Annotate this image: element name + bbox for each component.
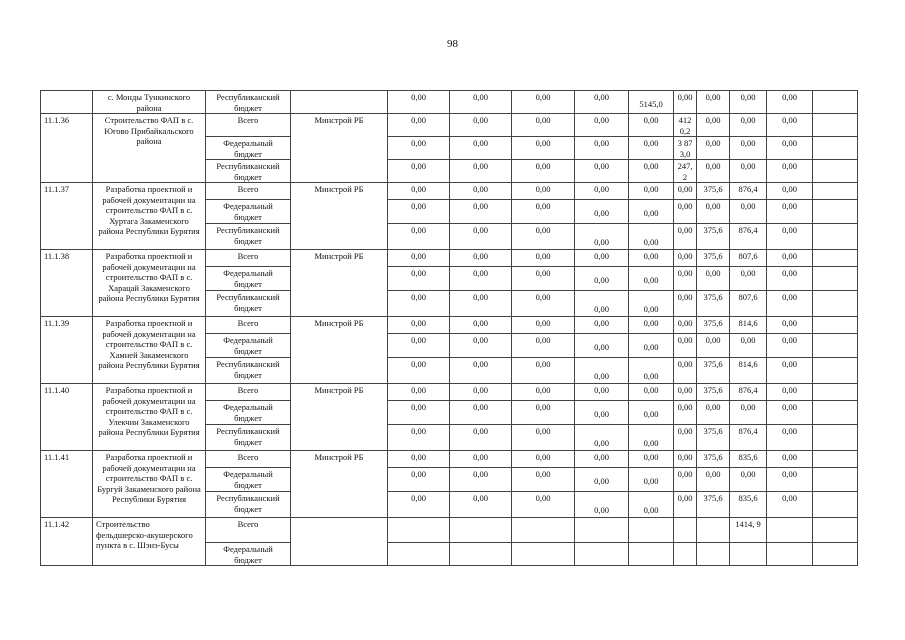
value-cell: 0,00 — [388, 224, 450, 250]
value-cell: 0,00 — [450, 317, 512, 334]
value-cell: 0,00 — [697, 200, 730, 224]
funding-source: Федеральный бюджет — [206, 401, 291, 425]
value-cell: 0,00 — [575, 224, 629, 250]
value-cell: 0,00 — [512, 137, 575, 160]
value-cell: 0,00 — [674, 267, 697, 291]
funding-source: Республиканский бюджет — [206, 291, 291, 317]
funding-source: Всего — [206, 250, 291, 267]
value-cell: 0,00 — [730, 334, 767, 358]
value-cell: 0,00 — [450, 160, 512, 183]
value-cell: 0,00 — [388, 334, 450, 358]
funding-source: Федеральный бюджет — [206, 137, 291, 160]
value-cell: 0,00 — [767, 468, 813, 492]
value-cell — [450, 543, 512, 566]
budget-table — [40, 90, 858, 566]
value-cell: 0,00 — [388, 114, 450, 137]
value-cell: 0,00 — [697, 114, 730, 137]
value-cell: 0,00 — [575, 137, 629, 160]
value-cell: 0,00 — [697, 334, 730, 358]
value-cell: 0,00 — [512, 401, 575, 425]
value-cell: 0,00 — [629, 267, 674, 291]
row-name: Разработка проектной и рабочей документации на строительство ФАП в с. Бургуй Закаменского района Республики Бурятия — [93, 451, 206, 518]
value-cell — [767, 518, 813, 543]
value-cell: 0,00 — [767, 384, 813, 401]
empty-cell — [813, 250, 858, 267]
value-cell: 0,00 — [575, 401, 629, 425]
table-row — [41, 518, 858, 543]
value-cell: 0,00 — [388, 468, 450, 492]
value-cell: 876,4 — [730, 384, 767, 401]
value-cell: 0,00 — [629, 291, 674, 317]
value-cell: 0,00 — [450, 401, 512, 425]
value-cell: 0,00 — [697, 160, 730, 183]
value-cell: 0,00 — [575, 468, 629, 492]
value-cell: 375,6 — [697, 384, 730, 401]
empty-cell — [813, 183, 858, 200]
value-cell: 876,4 — [730, 183, 767, 200]
value-cell: 0,00 — [450, 384, 512, 401]
row-name: Строительство фельдшерско-акушерского пункта в с. Шэнэ-Бусы — [93, 518, 206, 566]
value-cell: 0,00 — [629, 137, 674, 160]
value-cell: 0,00 — [575, 200, 629, 224]
funding-source: Федеральный бюджет — [206, 334, 291, 358]
value-cell: 0,00 — [575, 160, 629, 183]
value-cell: 0,00 — [388, 91, 450, 114]
value-cell — [629, 518, 674, 543]
value-cell: 0,00 — [575, 291, 629, 317]
page-number: 98 — [447, 38, 458, 50]
empty-cell — [813, 91, 858, 114]
value-cell: 0,00 — [629, 160, 674, 183]
value-cell: 0,00 — [629, 468, 674, 492]
value-cell: 0,00 — [629, 425, 674, 451]
value-cell: 0,00 — [450, 267, 512, 291]
funding-source: Федеральный бюджет — [206, 468, 291, 492]
empty-cell — [813, 384, 858, 401]
row-code: 11.1.41 — [41, 451, 93, 518]
funding-source: Всего — [206, 317, 291, 334]
value-cell: 0,00 — [450, 358, 512, 384]
table-row — [41, 317, 858, 334]
row-code: 11.1.39 — [41, 317, 93, 384]
funding-source: Федеральный бюджет — [206, 200, 291, 224]
value-cell: 0,00 — [388, 317, 450, 334]
value-cell: 0,00 — [629, 200, 674, 224]
value-cell: 0,00 — [388, 358, 450, 384]
value-cell: 375,6 — [697, 451, 730, 468]
value-cell: 3 87 3,0 — [674, 137, 697, 160]
value-cell: 0,00 — [388, 401, 450, 425]
value-cell: 0,00 — [767, 317, 813, 334]
row-name: Разработка проектной и рабочей документации на строительство ФАП в с. Улекчин Закаменского района Республики Бурятия — [93, 384, 206, 451]
executor: Минстрой РБ — [291, 384, 388, 451]
value-cell: 0,00 — [767, 200, 813, 224]
value-cell: 0,00 — [388, 160, 450, 183]
value-cell: 0,00 — [767, 91, 813, 114]
value-cell: 0,00 — [730, 160, 767, 183]
value-cell: 876,4 — [730, 425, 767, 451]
value-cell: 0,00 — [388, 291, 450, 317]
value-cell: 0,00 — [388, 492, 450, 518]
table-body — [41, 91, 858, 566]
value-cell: 0,00 — [512, 224, 575, 250]
value-cell: 0,00 — [512, 291, 575, 317]
value-cell: 5145,0 — [629, 91, 674, 114]
value-cell: 0,00 — [388, 451, 450, 468]
value-cell: 807,6 — [730, 250, 767, 267]
value-cell: 412 0,2 — [674, 114, 697, 137]
row-name: Разработка проектной и рабочей документации на строительство ФАП в с. Хамней Закаменского района Республики Бурятия — [93, 317, 206, 384]
value-cell: 835,6 — [730, 451, 767, 468]
value-cell: 0,00 — [767, 425, 813, 451]
value-cell: 0,00 — [674, 200, 697, 224]
executor: Минстрой РБ — [291, 451, 388, 518]
value-cell: 0,00 — [767, 114, 813, 137]
value-cell: 0,00 — [450, 291, 512, 317]
empty-cell — [813, 291, 858, 317]
executor — [291, 518, 388, 566]
value-cell: 0,00 — [450, 468, 512, 492]
empty-cell — [813, 358, 858, 384]
value-cell — [697, 518, 730, 543]
value-cell: 0,00 — [512, 384, 575, 401]
value-cell: 0,00 — [629, 358, 674, 384]
value-cell: 0,00 — [767, 401, 813, 425]
row-name: Разработка проектной и рабочей документации на строительство ФАП в с. Хуртага Закаменского района Республики Бурятия — [93, 183, 206, 250]
executor: Минстрой РБ — [291, 250, 388, 317]
table-row — [41, 451, 858, 468]
value-cell: 0,00 — [512, 334, 575, 358]
value-cell: 0,00 — [512, 468, 575, 492]
value-cell: 0,00 — [767, 160, 813, 183]
row-name: с. Монды Тункинского района — [93, 91, 206, 114]
value-cell: 876,4 — [730, 224, 767, 250]
value-cell: 0,00 — [767, 250, 813, 267]
funding-source: Республиканский бюджет — [206, 91, 291, 114]
empty-cell — [813, 224, 858, 250]
value-cell: 0,00 — [674, 401, 697, 425]
row-code — [41, 91, 93, 114]
funding-source: Федеральный бюджет — [206, 543, 291, 566]
value-cell — [512, 543, 575, 566]
value-cell: 0,00 — [450, 224, 512, 250]
value-cell: 0,00 — [575, 492, 629, 518]
value-cell: 0,00 — [629, 317, 674, 334]
value-cell: 0,00 — [629, 183, 674, 200]
value-cell: 375,6 — [697, 358, 730, 384]
value-cell: 0,00 — [512, 160, 575, 183]
row-code: 11.1.38 — [41, 250, 93, 317]
funding-source: Всего — [206, 183, 291, 200]
table-row — [41, 91, 858, 114]
value-cell: 0,00 — [674, 291, 697, 317]
value-cell — [388, 543, 450, 566]
value-cell: 0,00 — [629, 114, 674, 137]
value-cell: 0,00 — [575, 451, 629, 468]
funding-source: Всего — [206, 114, 291, 137]
value-cell: 0,00 — [697, 267, 730, 291]
value-cell: 0,00 — [629, 250, 674, 267]
value-cell: 0,00 — [697, 137, 730, 160]
empty-cell — [813, 317, 858, 334]
value-cell: 0,00 — [512, 114, 575, 137]
value-cell — [697, 543, 730, 566]
funding-source: Республиканский бюджет — [206, 224, 291, 250]
value-cell: 0,00 — [629, 401, 674, 425]
value-cell: 0,00 — [388, 183, 450, 200]
value-cell: 0,00 — [450, 114, 512, 137]
value-cell: 0,00 — [730, 267, 767, 291]
value-cell: 0,00 — [674, 358, 697, 384]
value-cell: 0,00 — [388, 200, 450, 224]
row-name: Разработка проектной и рабочей документации на строительство ФАП в с. Харацай Закаменского района Республики Бурятия — [93, 250, 206, 317]
value-cell: 0,00 — [450, 492, 512, 518]
value-cell: 375,6 — [697, 250, 730, 267]
value-cell: 0,00 — [512, 250, 575, 267]
empty-cell — [813, 267, 858, 291]
value-cell: 0,00 — [730, 200, 767, 224]
executor — [291, 91, 388, 114]
value-cell: 0,00 — [674, 492, 697, 518]
value-cell: 0,00 — [575, 384, 629, 401]
value-cell: 0,00 — [629, 492, 674, 518]
value-cell: 0,00 — [450, 137, 512, 160]
value-cell: 0,00 — [629, 451, 674, 468]
value-cell: 0,00 — [512, 492, 575, 518]
value-cell: 0,00 — [512, 317, 575, 334]
value-cell — [388, 518, 450, 543]
value-cell — [674, 543, 697, 566]
value-cell: 0,00 — [512, 358, 575, 384]
table-row — [41, 114, 858, 137]
value-cell: 0,00 — [388, 384, 450, 401]
value-cell — [767, 543, 813, 566]
value-cell: 0,00 — [450, 200, 512, 224]
empty-cell — [813, 468, 858, 492]
value-cell: 0,00 — [767, 224, 813, 250]
empty-cell — [813, 334, 858, 358]
value-cell: 0,00 — [512, 451, 575, 468]
executor: Минстрой РБ — [291, 183, 388, 250]
value-cell — [674, 518, 697, 543]
value-cell: 375,6 — [697, 317, 730, 334]
value-cell: 0,00 — [697, 91, 730, 114]
value-cell — [450, 518, 512, 543]
value-cell: 0,00 — [388, 267, 450, 291]
value-cell: 0,00 — [674, 468, 697, 492]
value-cell: 0,00 — [450, 451, 512, 468]
value-cell: 375,6 — [697, 291, 730, 317]
value-cell: 0,00 — [697, 401, 730, 425]
value-cell: 0,00 — [575, 425, 629, 451]
value-cell: 0,00 — [512, 267, 575, 291]
value-cell — [575, 518, 629, 543]
value-cell: 0,00 — [512, 425, 575, 451]
funding-source: Всего — [206, 451, 291, 468]
value-cell: 0,00 — [388, 137, 450, 160]
funding-source: Федеральный бюджет — [206, 267, 291, 291]
table-row — [41, 384, 858, 401]
value-cell: 0,00 — [730, 91, 767, 114]
value-cell: 0,00 — [674, 91, 697, 114]
empty-cell — [813, 137, 858, 160]
row-code: 11.1.36 — [41, 114, 93, 183]
value-cell: 814,6 — [730, 358, 767, 384]
executor: Минстрой РБ — [291, 114, 388, 183]
funding-source: Всего — [206, 384, 291, 401]
value-cell: 0,00 — [674, 334, 697, 358]
empty-cell — [813, 451, 858, 468]
value-cell: 0,00 — [767, 492, 813, 518]
table-row — [41, 183, 858, 200]
value-cell: 1414, 9 — [730, 518, 767, 543]
value-cell: 0,00 — [767, 358, 813, 384]
value-cell: 0,00 — [767, 183, 813, 200]
value-cell: 0,00 — [730, 401, 767, 425]
value-cell — [730, 543, 767, 566]
table-row — [41, 250, 858, 267]
value-cell: 0,00 — [388, 425, 450, 451]
value-cell: 0,00 — [629, 224, 674, 250]
empty-cell — [813, 518, 858, 543]
value-cell: 0,00 — [512, 91, 575, 114]
value-cell: 0,00 — [674, 384, 697, 401]
value-cell: 0,00 — [629, 334, 674, 358]
funding-source: Республиканский бюджет — [206, 358, 291, 384]
value-cell: 0,00 — [674, 250, 697, 267]
value-cell: 0,00 — [575, 267, 629, 291]
value-cell: 0,00 — [767, 334, 813, 358]
value-cell: 0,00 — [674, 224, 697, 250]
funding-source: Республиканский бюджет — [206, 160, 291, 183]
value-cell: 375,6 — [697, 492, 730, 518]
value-cell: 0,00 — [450, 250, 512, 267]
empty-cell — [813, 492, 858, 518]
value-cell: 0,00 — [767, 451, 813, 468]
empty-cell — [813, 114, 858, 137]
funding-source: Всего — [206, 518, 291, 543]
value-cell: 0,00 — [512, 183, 575, 200]
value-cell: 0,00 — [388, 250, 450, 267]
empty-cell — [813, 401, 858, 425]
funding-source: Республиканский бюджет — [206, 492, 291, 518]
value-cell: 0,00 — [767, 291, 813, 317]
value-cell: 0,00 — [512, 200, 575, 224]
empty-cell — [813, 425, 858, 451]
value-cell: 0,00 — [674, 317, 697, 334]
value-cell: 0,00 — [674, 183, 697, 200]
value-cell: 375,6 — [697, 183, 730, 200]
row-code: 11.1.37 — [41, 183, 93, 250]
value-cell: 807,6 — [730, 291, 767, 317]
value-cell: 0,00 — [730, 468, 767, 492]
empty-cell — [813, 200, 858, 224]
value-cell: 375,6 — [697, 224, 730, 250]
value-cell: 0,00 — [730, 114, 767, 137]
value-cell — [575, 543, 629, 566]
value-cell: 0,00 — [575, 250, 629, 267]
funding-source: Республиканский бюджет — [206, 425, 291, 451]
value-cell: 0,00 — [575, 183, 629, 200]
executor: Минстрой РБ — [291, 317, 388, 384]
row-code: 11.1.40 — [41, 384, 93, 451]
value-cell: 0,00 — [450, 425, 512, 451]
value-cell: 0,00 — [674, 425, 697, 451]
empty-cell — [813, 543, 858, 566]
value-cell: 0,00 — [450, 91, 512, 114]
value-cell: 0,00 — [575, 334, 629, 358]
value-cell: 835,6 — [730, 492, 767, 518]
value-cell: 0,00 — [730, 137, 767, 160]
empty-cell — [813, 160, 858, 183]
row-name: Строительство ФАП в с. Югово Прибайкальского района — [93, 114, 206, 183]
value-cell: 0,00 — [697, 468, 730, 492]
row-code: 11.1.42 — [41, 518, 93, 566]
value-cell: 0,00 — [450, 334, 512, 358]
value-cell: 0,00 — [674, 451, 697, 468]
value-cell: 0,00 — [575, 317, 629, 334]
value-cell: 247, 2 — [674, 160, 697, 183]
value-cell: 0,00 — [575, 91, 629, 114]
value-cell: 814,6 — [730, 317, 767, 334]
value-cell: 0,00 — [767, 267, 813, 291]
value-cell: 0,00 — [450, 183, 512, 200]
value-cell: 0,00 — [767, 137, 813, 160]
value-cell: 0,00 — [629, 384, 674, 401]
value-cell: 0,00 — [575, 358, 629, 384]
value-cell: 375,6 — [697, 425, 730, 451]
value-cell — [512, 518, 575, 543]
value-cell — [629, 543, 674, 566]
value-cell: 0,00 — [575, 114, 629, 137]
